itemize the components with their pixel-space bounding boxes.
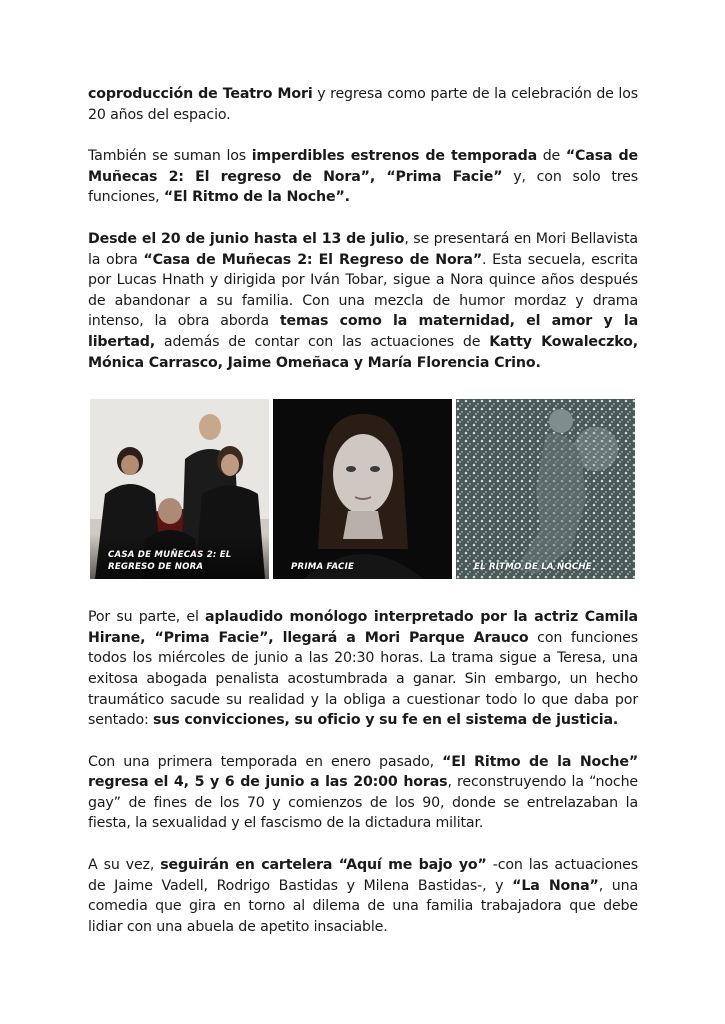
text-run: Por su parte, el	[88, 609, 206, 626]
image-caption	[474, 561, 592, 573]
text-run: con funciones todos los miércoles de junio a las 20:30 horas. La trama sigue a Teresa, una exitosa abogada penalista acostumbrada a ganar. Sin embargo, un hecho traumático sacude su realidad y la obliga a cuestionar todo lo que daba por sentado:	[88, 629, 638, 729]
text-run: de	[537, 148, 566, 165]
paragraph-6	[88, 855, 638, 937]
casa-de-munecas-photo	[90, 399, 269, 579]
bold-text-run: coproducción de Teatro Mori	[88, 86, 313, 102]
text-run: Con una primera temporada en enero pasado,	[88, 753, 443, 770]
text-run: . Esta secuela, escrita por Lucas Hnath y dirigida por Iván Tobar, sigue a Nora quince años después de abandonar a su familia. Con una mezcla de humor mordaz y drama intenso, la obra aborda	[88, 251, 639, 330]
prima-facie-photo	[273, 399, 452, 579]
bold-text-run: aplaudido monólogo interpretado por la actriz Camila Hirane, “Prima Facie”, llegará a Mori Parque Arauco	[88, 609, 638, 646]
caption-line: EL RITMO DE LA NOCHE	[474, 562, 592, 573]
paragraph-3	[88, 229, 638, 373]
paragraph-1	[88, 84, 638, 125]
caption-line: REGRESO DE NORA	[108, 562, 204, 573]
image-strip	[90, 399, 636, 579]
text-run: y, con solo tres funciones,	[88, 168, 639, 206]
text-run: -con las actuaciones de Jaime Vadell, Rodrigo Bastidas y Milena Bastidas-, y	[88, 857, 639, 894]
el-ritmo-de-la-noche-photo	[456, 399, 635, 579]
bold-text-run: “Casa de Muñecas 2: El regreso de Nora”, “Prima Facie”	[88, 148, 638, 185]
text-run: y regresa como parte de la celebración de los 20 años del espacio.	[88, 86, 638, 123]
portrait-photo-icon	[273, 399, 452, 579]
bold-text-run: temas como la maternidad, el amor y la libertad,	[88, 313, 639, 350]
text-run: , una comedia que gira en torno al dilema de una familia trabajadora que debe lidiar con una abuela de apetito insaciable.	[88, 877, 638, 935]
text-run: , reconstruyendo la “noche gay” de fines de los 70 y comienzos de los 90, donde se entrelazaban la fiesta, la sexualidad y el fascismo de la dictadura militar.	[88, 774, 638, 832]
bold-text-run: sus convicciones, su oficio y su fe en el sistema de justicia.	[153, 712, 619, 729]
caption-line: CASA DE MUÑECAS 2: EL	[108, 550, 232, 561]
disco-photo-icon	[456, 399, 635, 579]
text-run: También se suman los	[88, 148, 252, 165]
bold-text-run: “Casa de Muñecas 2: El Regreso de Nora”	[143, 251, 482, 268]
paragraph-2	[88, 146, 638, 208]
caption-line: PRIMA FACIE	[291, 562, 355, 573]
text-run: A su vez,	[88, 857, 161, 874]
text-run: además de contar con las actuaciones de	[155, 333, 490, 350]
bold-text-run: “El Ritmo de la Noche” regresa el 4, 5 y 6 de junio a las 20:00 horas	[88, 753, 639, 791]
bold-text-run: “La Nona”	[512, 877, 599, 894]
bold-text-run: seguirán en cartelera “Aquí me bajo yo”	[160, 857, 487, 874]
paragraph-4	[88, 607, 638, 731]
document-page	[88, 84, 638, 958]
bold-text-run: imperdibles estrenos de temporada	[251, 148, 538, 165]
bold-text-run: Desde el 20 de junio hasta el 13 de julio	[88, 230, 405, 247]
bold-text-run: “El Ritmo de la Noche”.	[163, 189, 350, 206]
paragraph-5	[88, 752, 638, 834]
image-caption	[108, 549, 231, 573]
image-caption	[291, 561, 354, 573]
text-run: , se presentará en Mori Bellavista la obra	[88, 230, 638, 268]
bold-text-run: Katty Kowaleczko, Mónica Carrasco, Jaime Omeñaca y María Florencia Crino.	[88, 333, 638, 371]
